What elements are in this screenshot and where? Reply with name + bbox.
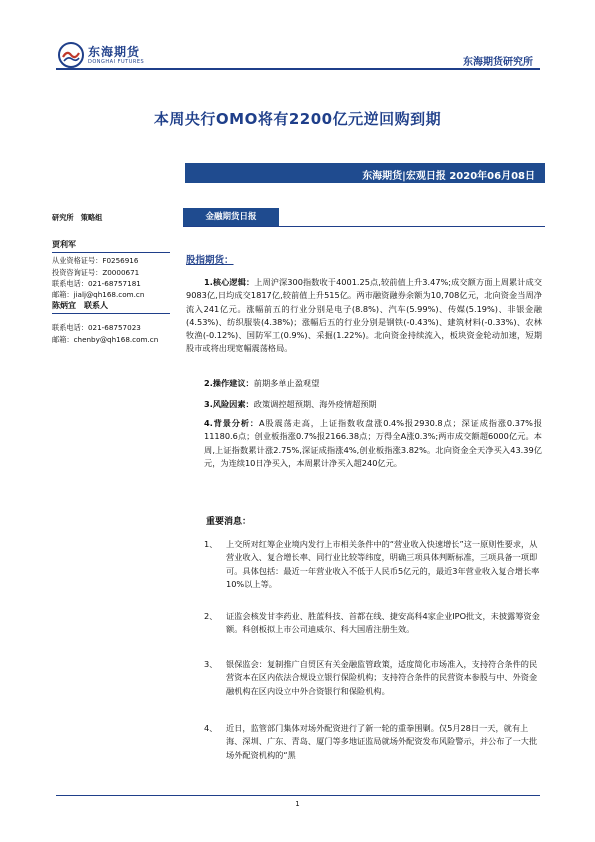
analyst-phone: 联系电话：021-68757181 — [52, 278, 141, 288]
department-label: 研究所 策略组 — [52, 213, 103, 222]
analyst-sidebar — [52, 212, 172, 345]
news-item — [186, 538, 542, 591]
analyst-divider — [52, 252, 170, 253]
contact-divider — [52, 313, 170, 314]
contact-email[interactable]: 邮箱：chenby@qh168.com.cn — [52, 334, 159, 344]
analyst-consult-license: 投资咨询证号：Z0000671 — [52, 267, 140, 277]
news-text: 证监会核发甘李药业、胜蓝科技、首都在线、捷安高科4家企业IPO批文，未披露筹资金额。科创板拟上市公司迪威尔、科大国盾注册生效。 — [226, 611, 540, 635]
news-number: 1、 — [204, 539, 218, 549]
section-tab: 金融期货日报 — [183, 208, 279, 226]
institute-name: 东海期货研究所 — [463, 57, 533, 68]
stock-index-futures-heading: 股指期货： — [186, 255, 234, 266]
logo-english-name: DONGHAI FUTURES — [88, 59, 145, 65]
suggestion-text: 前期多单止盈观望 — [253, 378, 320, 388]
donghai-logo-icon — [58, 42, 84, 68]
news-text: 银保监会：复制推广自贸区有关金融监管政策，适度简化市场准入，支持符合条件的民营资本在区内依法合规设立银行保险机构；支持符合条件的民营资本参股与中、外资金融机构在区内设立中外合资银行和保险机构。 — [226, 659, 538, 696]
analyst-name: 贾利军 — [52, 240, 76, 250]
suggestion-label: 2.操作建议： — [204, 378, 254, 388]
section-divider — [183, 226, 545, 227]
background-text: A股震荡走高，上证指数收盘涨0.4%报2930.8点；深证成指涨0.37%报11180.6点；创业板指涨0.7%报2166.38点；万得全A涨0.3%;两市成交额超6000亿元。本周,上证指数累计涨2.75%,深证成指涨4%,创业板指涨3.82%。北向资金全天净买入43.39亿元，为连续10日净买入，本周累计净买入超240亿元。 — [204, 418, 542, 468]
suggestion-paragraph — [186, 377, 542, 390]
news-number: 2、 — [204, 611, 218, 621]
core-logic-label: 1.核心逻辑： — [204, 277, 255, 287]
contact-phone: 联系电话：021-68757023 — [52, 323, 141, 333]
core-logic-paragraph — [186, 276, 542, 356]
background-paragraph — [186, 417, 542, 470]
page-number: 1 — [295, 800, 300, 808]
news-number: 4、 — [204, 723, 218, 733]
analyst-license: 从业资格证号：F0256916 — [52, 256, 139, 266]
risk-text: 政策调控超预期、海外疫情超预期 — [253, 399, 377, 409]
news-item — [186, 722, 542, 762]
news-item — [186, 610, 542, 637]
contact-name: 陈炳宜 联系人 — [52, 301, 108, 311]
news-number: 3、 — [204, 659, 218, 669]
core-logic-text: 上周沪深300指数收于4001.25点,较前值上升3.47%;成交额方面上周累计成交9083亿,日均成交1817亿,较前值上升515亿。两市融资融券余额为10,708亿元，北向资金当周净流入241亿元。涨幅前五的行业分别是电子(8.8%)、汽车(5.99%)、传媒(5.19%)、非银金融(4.53%)、纺织服装(4.38%)；涨幅后五的行业分别是钢铁(-0.43%)、建筑材料(-0.33%)、农林牧渔(-0.12%)、国防军工(0.9%)、采掘(1.22%)。北向资金持续流入，板块资金轮动加速，短期股市或将出现宽幅震荡格局。 — [186, 277, 543, 354]
analyst-email[interactable]: 邮箱：jialj@qh168.com.cn — [52, 290, 145, 300]
news-heading: 重要消息： — [206, 517, 252, 527]
risk-paragraph — [186, 398, 542, 411]
news-text: 上交所对红筹企业境内发行上市相关条件中的“营业收入快速增长”这一原则性要求，从营业收入、复合增长率、同行业比较等纬度，明确三项具体判断标准，三项具备一项即可。具体包括：最近一年营业收入不低于人民币5亿元的，最近3年营业收入复合增长率10%以上等。 — [226, 539, 540, 589]
footer-divider — [56, 795, 540, 796]
report-title: 本周央行OMO将有2200亿元逆回购到期 — [153, 110, 442, 128]
news-text: 近日，监管部门集体对场外配资进行了新一轮的重拳围剿。仅5月28日一天，就有上海、深圳、广东、青岛、厦门等多地证监局就场外配资发布风险警示，并公布了一大批场外配资机构的“黑 — [226, 723, 538, 760]
news-item — [186, 658, 542, 698]
risk-label: 3.风险因素： — [204, 399, 254, 409]
logo-chinese-name: 东海期货 — [88, 45, 141, 59]
header-divider — [56, 68, 540, 70]
banner-text: 东海期货|宏观日报 2020年06月08日 — [362, 171, 535, 182]
background-label: 4.背景分析： — [204, 418, 259, 428]
